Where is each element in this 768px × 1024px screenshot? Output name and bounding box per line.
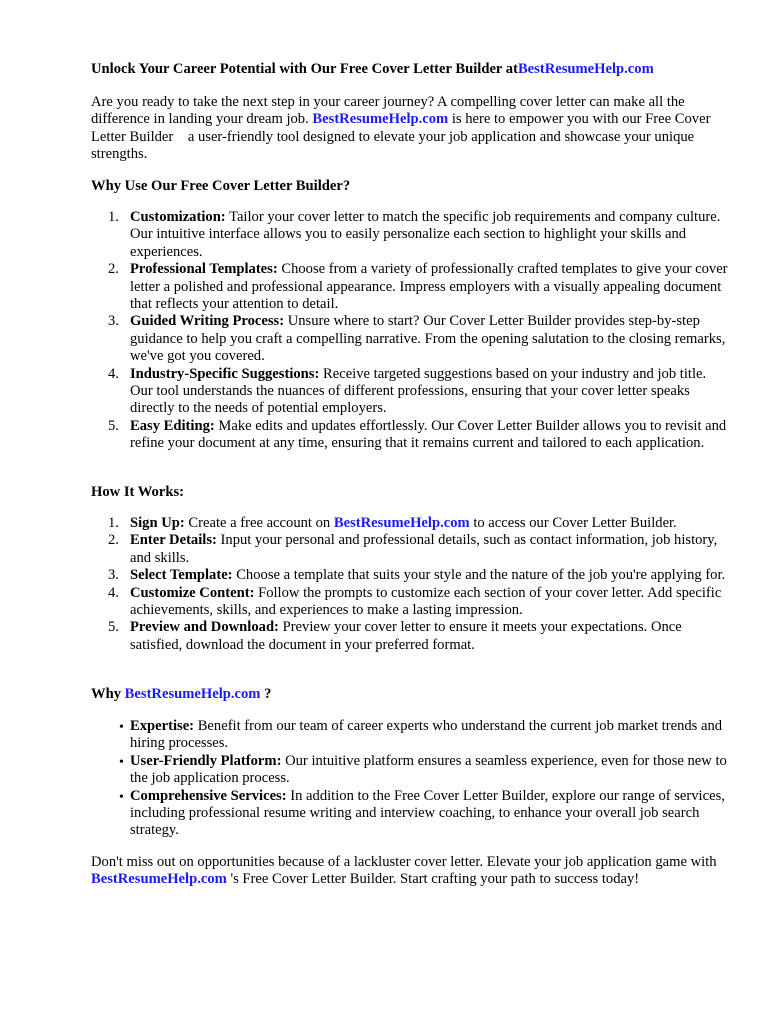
list-item: 5. Preview and Download: Preview your cover letter to ensure it meets your expectations. Once satisfied, download the document in your preferred format. bbox=[108, 619, 682, 653]
list-item: 4. Industry-Specific Suggestions: Receive targeted suggestions based on your industry and job title. Our tool understands the nuances of different professions, ensuring that your cover letter speaks directly to the needs of potential employers. bbox=[108, 365, 707, 417]
list-item: 3. Select Template: Choose a template that suits your style and the nature of the job you're applying for. bbox=[108, 567, 726, 584]
list-item: • User-Friendly Platform: Our intuitive platform ensures a seamless experience, even for those new to the job application process. bbox=[119, 752, 727, 787]
why-us-heading: Why BestResumeHelp.com ? bbox=[91, 686, 272, 702]
how-list bbox=[91, 515, 731, 654]
signup-link[interactable]: BestResumeHelp.com bbox=[333, 515, 470, 531]
title-link[interactable]: BestResumeHelp.com bbox=[517, 61, 654, 77]
list-item: 5. Easy Editing: Make edits and updates effortlessly. Our Cover Letter Builder allows you to revisit and refine your document at any time, ensuring that it remains current and tailored to each application. bbox=[108, 417, 727, 452]
page-title: Unlock Your Career Potential with Our Free Cover Letter Builder atBestResumeHelp.com bbox=[91, 61, 654, 77]
why-list bbox=[91, 209, 731, 453]
intro-link[interactable]: BestResumeHelp.com bbox=[312, 111, 449, 128]
how-heading: How It Works: bbox=[91, 484, 184, 500]
closing-paragraph: Don't miss out on opportunities because of a lackluster cover letter. Elevate your job application game with BestResumeHelp.com 's Free Cover Letter Builder. Start crafting your path to success today! bbox=[91, 854, 717, 888]
intro-paragraph: Are you ready to take the next step in your career journey? A compelling cover letter can make all the difference in landing your dream job. BestResumeHelp.com is here to empower you with our Free Cover Letter Builder a user-friendly tool designed to elevate your job application and showcase your unique strengths. bbox=[91, 94, 715, 163]
why-heading: Why Use Our Free Cover Letter Builder? bbox=[91, 178, 351, 194]
list-item: 2. Professional Templates: Choose from a variety of professionally crafted templates to give your cover letter a polished and professional appearance. Impress employers with a visually appealing document that reflects your attention to detail. bbox=[108, 261, 728, 313]
list-item: 4. Customize Content: Follow the prompts to customize each section of your cover letter. Add specific achievements, skills, and experiences to make a lasting impression. bbox=[108, 584, 722, 619]
list-item: 2. Enter Details: Input your personal and professional details, such as contact information, job history, and skills. bbox=[108, 532, 718, 566]
list-item: • Expertise: Benefit from our team of career experts who understand the current job market trends and hiring processes. bbox=[119, 718, 723, 752]
list-item: 1. Customization: Tailor your cover letter to match the specific job requirements and company culture. Our intuitive interface allows you to easily personalize each section to highlight your skills and experiences. bbox=[108, 209, 721, 260]
list-item: 1. Sign Up: Create a free account on BestResumeHelp.com to access our Cover Letter Builder. bbox=[108, 515, 677, 531]
bullet-icon: • bbox=[119, 720, 124, 735]
bullet-icon: • bbox=[119, 754, 124, 770]
closing-link[interactable]: BestResumeHelp.com bbox=[91, 871, 227, 888]
list-item: 3. Guided Writing Process: Unsure where to start? Our Cover Letter Builder provides step-by-step guidance to help you craft a compelling narrative. From the opening salutation to the closing remarks, we've got you covered. bbox=[108, 313, 726, 365]
why-us-link[interactable]: BestResumeHelp.com bbox=[124, 686, 261, 702]
list-item: • Comprehensive Services: In addition to the Free Cover Letter Builder, explore our range of services, including professional resume writing and interview coaching, to enhance your overall job search strategy. bbox=[119, 787, 725, 839]
why-us-list bbox=[91, 718, 731, 840]
bullet-icon: • bbox=[119, 789, 124, 805]
